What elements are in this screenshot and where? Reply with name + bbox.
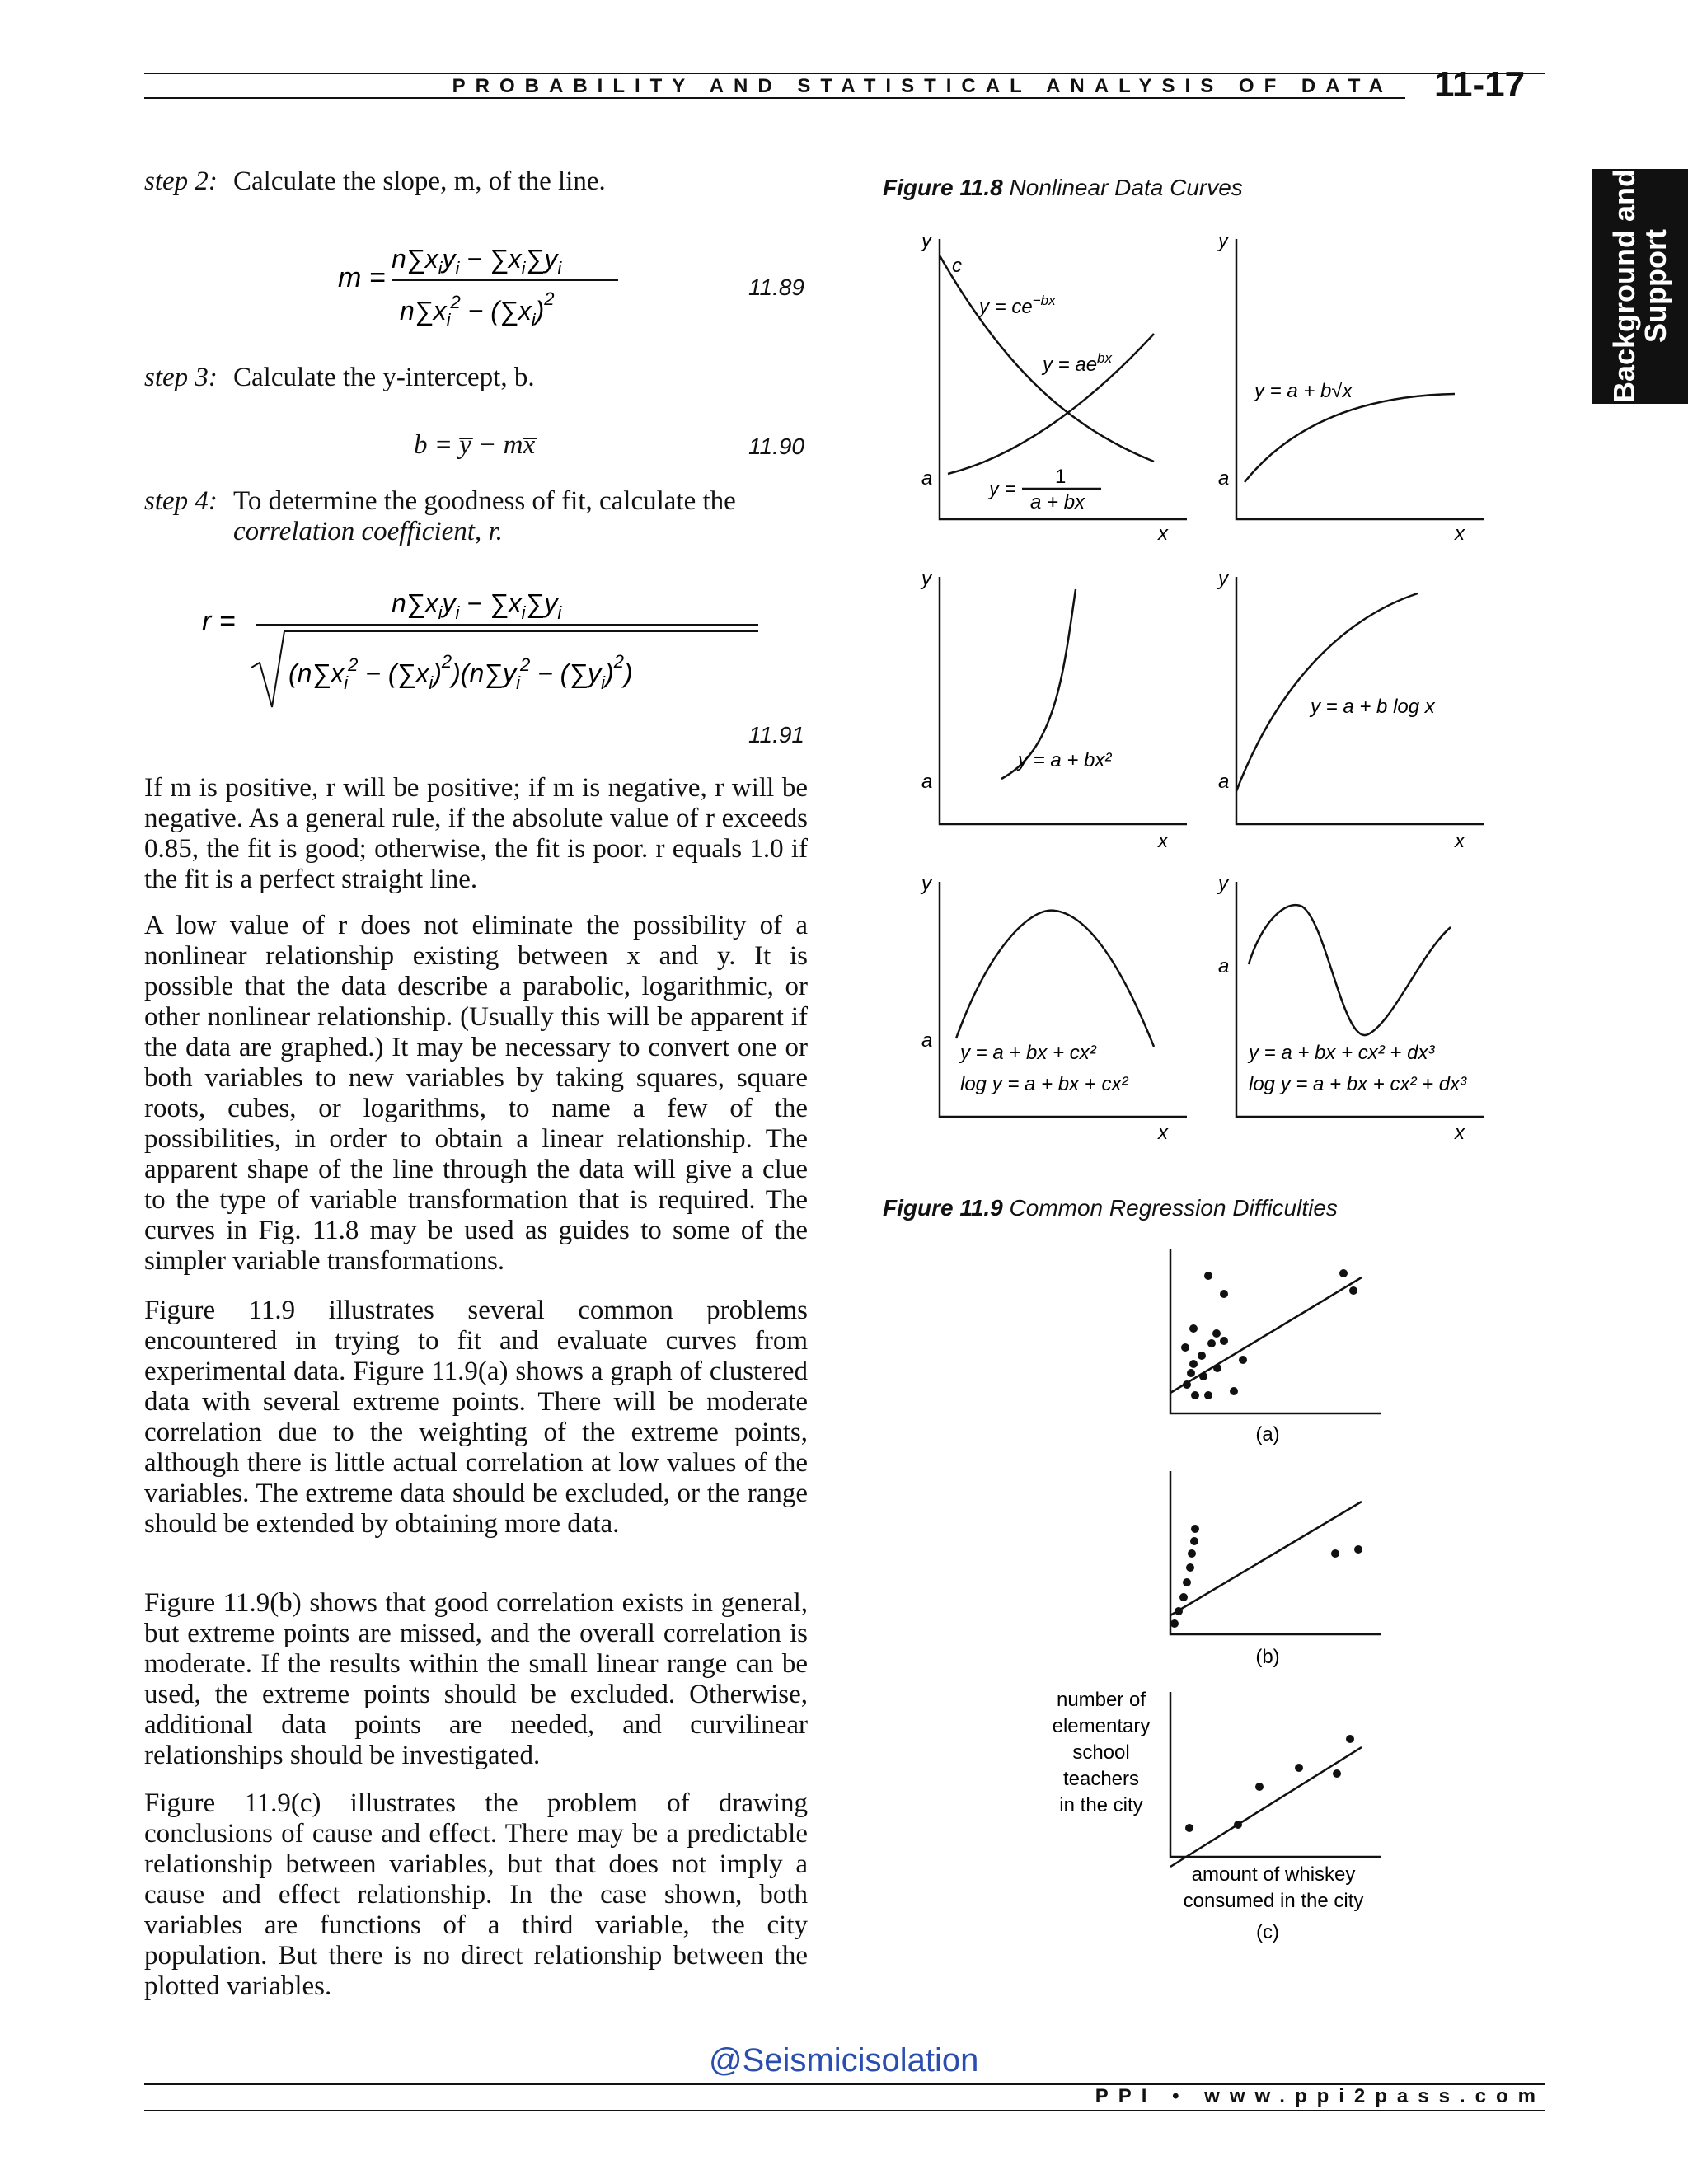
subfigure-label: (b) bbox=[1255, 1646, 1280, 1668]
step-text: Calculate the slope, m, of the line. bbox=[233, 166, 606, 196]
footer-rule bbox=[144, 2110, 1545, 2111]
header-rule bbox=[144, 73, 1545, 74]
equation-number: 11.89 bbox=[748, 274, 804, 300]
curve-label: $y = ae^{bx}$ bbox=[1043, 350, 1113, 376]
svg-text:r =: r = bbox=[202, 606, 236, 637]
page-number: 11-17 bbox=[1434, 64, 1526, 105]
step-text: To determine the goodness of fit, calculate the correlation coefficient, r. bbox=[233, 486, 736, 546]
curve-label: y = bbox=[989, 478, 1016, 500]
axis-label: y bbox=[1218, 873, 1228, 895]
curve-label: 1 bbox=[1055, 466, 1067, 488]
axis-label: y bbox=[921, 568, 931, 590]
subfigure-label: (c) bbox=[1256, 1921, 1279, 1943]
curve-label: y = a + bx + cx² + dx³ bbox=[1249, 1042, 1435, 1064]
axis-label: x bbox=[1455, 523, 1465, 545]
watermark: @Seismicisolation bbox=[709, 2042, 979, 2079]
axis-label: a bbox=[1218, 771, 1230, 793]
curve-label: $y = ce^{-bx}$ bbox=[979, 293, 1056, 318]
regression-difficulties-figure bbox=[1022, 1236, 1418, 1961]
slope-equation bbox=[330, 231, 676, 346]
svg-text:n∑xiyi − ∑xi∑yi: $n\sum x_iy_i - \sum x_i\sum y_i$ bbox=[392, 244, 562, 279]
curve-label: y = a + bx + cx² bbox=[960, 1042, 1096, 1064]
step-label: step 3: bbox=[144, 363, 218, 392]
intercept-equation: b = y̅ − mx̅ bbox=[414, 430, 536, 460]
axis-label: amount of whiskey bbox=[1191, 1863, 1356, 1886]
running-title: PROBABILITY AND STATISTICAL ANALYSIS OF DATA bbox=[452, 75, 1393, 97]
body-paragraph: A low value of r does not eliminate the possibility of a nonlinear relationship existing between x and y. It is possible that the data describe a parabolic, logarithmic, or other nonlinear relationship. (Usually this will be apparent if the data are graphed.) It may be necessary to convert one or both variables to new variables by taking squares, square roots, cubes, or logarithms, to name a few of the possibilities, in order to obtain a linear relationship. The apparent shape of the line through the data will give a clue to the type of variable transformation that is required. The curves in Fig. 11.8 may be used as guides to some of the simpler variable transformations. bbox=[144, 911, 808, 1276]
axis-label: y bbox=[921, 230, 931, 252]
curve-label: a + bx bbox=[1030, 491, 1085, 513]
axis-label: number of bbox=[1056, 1689, 1146, 1711]
curve-label: log y = a + bx + cx² bbox=[960, 1073, 1128, 1095]
body-paragraph: Figure 11.9(c) illustrates the problem of drawing conclusions of cause and effect. There may be a predictable relationship between variables, but that does not imply a cause and effect relationship. In the case shown, both variables are functions of a third variable, the city population. But there is no direct relationship between the plotted variables. bbox=[144, 1788, 808, 2001]
axis-label: y bbox=[921, 873, 931, 895]
axis-label: teachers bbox=[1062, 1768, 1140, 1790]
axis-label: x bbox=[1158, 830, 1168, 852]
axis-label: a bbox=[1218, 467, 1230, 490]
correlation-equation bbox=[194, 577, 771, 717]
axis-label: a bbox=[921, 1029, 933, 1052]
curve-label: y = a + bx² bbox=[1018, 749, 1112, 771]
axis-label: x bbox=[1455, 1122, 1465, 1144]
axis-label: in the city bbox=[1059, 1794, 1143, 1816]
equation-number: 11.90 bbox=[748, 434, 804, 459]
step-label: step 2: bbox=[144, 166, 218, 196]
body-paragraph: If m is positive, r will be positive; if m is negative, r will be negative. As a general rule, if the absolute value of r exceeds 0.85, the fit is good; otherwise, the fit is poor. r equals 1.0 if the fit is a perfect straight line. bbox=[144, 773, 808, 894]
figure-caption: Figure 11.9 Common Regression Difficulties bbox=[883, 1195, 1338, 1221]
nonlinear-curves-figure bbox=[907, 223, 1525, 1154]
curve-label: y = a + b log x bbox=[1311, 696, 1435, 718]
figure-caption: Figure 11.8 Nonlinear Data Curves bbox=[883, 175, 1243, 200]
body-paragraph: Figure 11.9 illustrates several common problems encountered in trying to fit and evaluate curves from experimental data. Figure 11.9(a) shows a graph of clustered data with several extreme points. There will be moderate correlation due to the weighting of the extreme points, although there is little actual correlation at low values of the variables. The extreme data should be excluded, or the range should be extended by obtaining more data. bbox=[144, 1296, 808, 1539]
section-tab-label: Background and Support bbox=[1607, 168, 1672, 404]
step-text: Calculate the y-intercept, b. bbox=[233, 363, 535, 392]
equation-number: 11.91 bbox=[748, 722, 804, 748]
curve-label: y = a + b√x bbox=[1254, 380, 1353, 402]
axis-label: x bbox=[1455, 830, 1465, 852]
axis-label: school bbox=[1072, 1741, 1130, 1764]
step-label: step 4: bbox=[144, 486, 218, 516]
body-paragraph: Figure 11.9(b) shows that good correlation exists in general, but extreme points are missed, and the overall correlation is moderate. If the results within the small linear range can be used, the extreme points should be excluded. Otherwise, additional data points are needed, and curvilinear relationships should be investigated. bbox=[144, 1588, 808, 1770]
axis-label: a bbox=[921, 467, 933, 490]
axis-label: elementary bbox=[1052, 1715, 1151, 1737]
axis-label: y bbox=[1218, 568, 1228, 590]
footer-publisher: PPI • www.ppi2pass.com bbox=[1095, 2085, 1545, 2107]
axis-label: consumed in the city bbox=[1183, 1890, 1364, 1912]
svg-text:(n∑xi2 − (∑xi)2)(n∑yi2 − (∑yi): $(n\sum x_i^2 - (\sum x_i)^2)(n\sum y_i^2 - (\sum y_i)^2)$ bbox=[288, 651, 633, 693]
curve-label: c bbox=[952, 255, 962, 277]
subfigure-label: (a) bbox=[1255, 1423, 1280, 1446]
svg-text:m =: m = bbox=[338, 262, 386, 293]
axis-label: a bbox=[921, 771, 933, 793]
svg-text:n∑xi2 − (∑xi)2: $n\sum x_i^2 - (\sum x_i)^2$ bbox=[400, 288, 555, 330]
curve-label: log y = a + bx + cx² + dx³ bbox=[1249, 1073, 1467, 1095]
axis-label: x bbox=[1158, 523, 1168, 545]
axis-label: a bbox=[1218, 955, 1230, 977]
axis-label: y bbox=[1218, 230, 1228, 252]
svg-text:n∑xiyi − ∑xi∑yi: $n\sum x_iy_i - \sum x_i\sum y_i$ bbox=[392, 588, 562, 623]
axis-label: x bbox=[1158, 1122, 1168, 1144]
